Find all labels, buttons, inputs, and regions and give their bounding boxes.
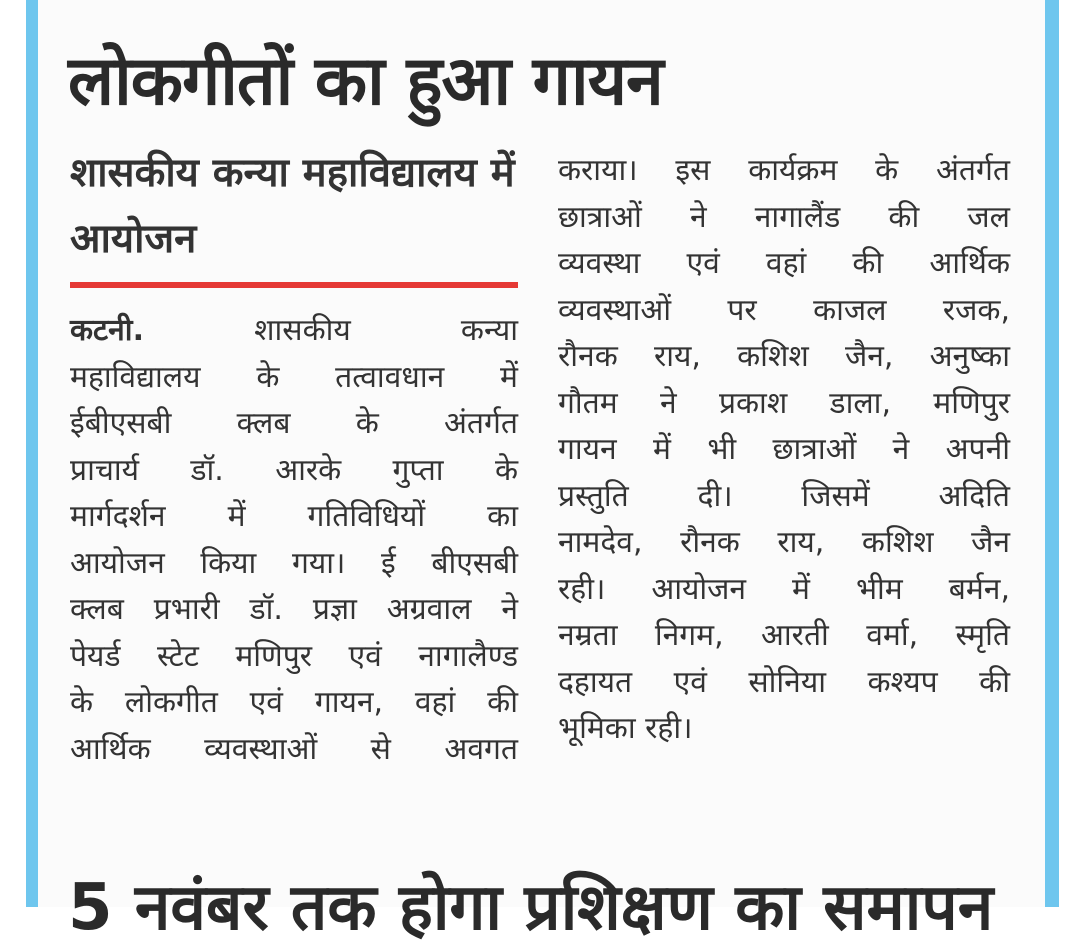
article-line: आर्थिक व्यवस्थाओं से अवगत [70,731,518,767]
article-line [70,308,518,355]
article-line: व्यवस्थाओं पर काजल रजक, [558,292,1010,328]
article-line: महाविद्यालय के तत्वावधान में [70,359,518,395]
article-line: नम्रता निगम, आरती वर्मा, स्मृति [558,618,1010,653]
article-line: क्लब प्रभारी डॉ. प्रज्ञा अग्रवाल ने [70,592,518,627]
next-article-headline: 5 नवंबर तक होगा प्रशिक्षण का समापन [68,871,994,945]
article-line: के लोकगीत एवं गायन, वहां की [70,685,518,720]
dateline: कटनी. [70,313,144,348]
left-margin [0,0,26,907]
article-line: मार्गदर्शन में गतिविधियों का [70,499,518,534]
article-headline: लोकगीतों का हुआ गायन [68,42,663,121]
article-line: गायन में भी छात्राओं ने अपनी [558,432,1010,467]
article-subhead: शासकीय कन्या महाविद्यालय में आयोजन [70,150,515,262]
article-line: रौनक राय, कशिश जैन, अनुष्का [558,339,1010,374]
article-line-text: शासकीय कन्या [254,313,518,348]
article-line: आयोजन किया गया। ई बीएसबी [70,545,518,581]
red-divider [70,282,518,288]
article-line: प्राचार्य डॉ. आरके गुप्ता के [70,452,518,488]
article-line: गौतम ने प्रकाश डाला, मणिपुर [558,385,1010,421]
right-margin [1059,0,1080,907]
article-line: दहायत एवं सोनिया कश्यप की [558,664,1010,700]
article-line: रही। आयोजन में भीम बर्मन, [558,571,1010,607]
right-blue-border [1045,0,1059,907]
article-column-right [558,148,1010,753]
article-line: ईबीएसबी क्लब के अंतर्गत [70,406,518,441]
article-line: छात्राओं ने नागालैंड की जल [558,199,1010,235]
article-line: नामदेव, रौनक राय, कशिश जैन [558,525,1010,560]
left-blue-border [26,0,38,907]
newspaper-clipping [38,0,1045,945]
article-line: कराया। इस कार्यक्रम के अंतर्गत [558,153,1010,188]
article-line: भूमिका रही। [558,711,693,746]
article-column-left [70,308,518,773]
article-line: व्यवस्था एवं वहां की आर्थिक [558,246,1010,281]
article-line: प्रस्तुति दी। जिसमें अदिति [558,478,1010,514]
article-line: पेयर्ड स्टेट मणिपुर एवं नागालैण्ड [70,638,518,674]
